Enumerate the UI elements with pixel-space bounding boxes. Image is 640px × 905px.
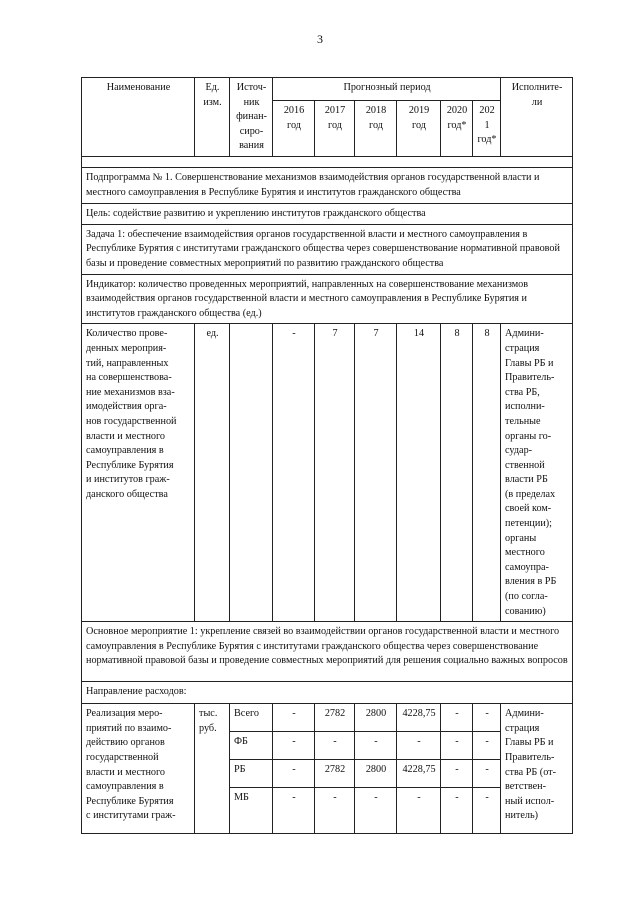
year-2017: 2017 год [315,101,355,157]
expense-cell: - [355,788,397,834]
header-period: Прогнозный период [273,78,501,101]
indicator-executor: Админи- страция Главы РБ и Правитель- ства РБ, исполни- тельные органы го- судар- ственной власти РБ (в пределах своей ком- петенции); органы местного самоупра- вления в РБ (по согла- сованию) [501,324,573,622]
expense-cell: - [315,732,355,760]
year-2018: 2018 год [355,101,397,157]
year-2019: 2019 год [397,101,441,157]
year-2016: 2016 год [273,101,315,157]
year-2020: 2020 год* [441,101,473,157]
subprogram-row: Подпрограмма № 1. Совершенствование механизмов взаимодействия органов государственной власти и местного самоуправления в Республике Бурятия и институтов гражданского общества [82,167,573,203]
expense-cell: - [441,732,473,760]
expense-cell: - [273,704,315,732]
expense-cell: - [273,760,315,788]
indicator-source [230,324,273,622]
expense-source-mb: МБ [230,788,273,834]
expense-cell: 4228,75 [397,760,441,788]
expense-cell: - [315,788,355,834]
expenses-label-row: Направление расходов: [82,682,573,704]
indicator-value-2016: - [273,324,315,622]
expense-source-rb: РБ [230,760,273,788]
year-2021: 2021 год* [473,101,501,157]
indicator-data-row [82,324,573,622]
expense-cell: - [473,760,501,788]
expense-cell: 2800 [355,760,397,788]
header-name: Наименование [82,78,195,157]
expense-cell: - [473,704,501,732]
expense-cell: - [441,788,473,834]
expense-name: Реализация меро- приятий по взаимо- действию органов государственной власти и местного самоуправления в Республике Бурятия с институтами граж- [82,704,195,834]
expense-cell: - [397,732,441,760]
expense-source-fb: ФБ [230,732,273,760]
expense-cell: - [355,732,397,760]
header-row [82,78,573,101]
expense-cell: 4228,75 [397,704,441,732]
indicator-value-2020: 8 [441,324,473,622]
main-event-row: Основное мероприятие 1: укрепление связей во взаимодействии органов государственной власти и местного самоуправления в Республике Бурятия с институтами гражданского общества через совершенствование нормативной правовой базы и проведение совместных мероприятий для решения социально важных вопросов [82,622,573,682]
expense-cell: - [441,704,473,732]
header-source: Источ- ник финан- сиро- вания [230,78,273,157]
expense-executor: Админи- страция Главы РБ и Правитель- ства РБ (от- ветствен- ный испол- нитель) [501,704,573,834]
expense-cell: - [273,732,315,760]
expense-cell: 2782 [315,704,355,732]
expense-cell: - [273,788,315,834]
spacer-row [82,156,573,167]
forecast-table [81,77,573,834]
indicator-value-2018: 7 [355,324,397,622]
expense-source-total: Всего [230,704,273,732]
expense-row-total [82,704,573,732]
indicator-unit: ед. [195,324,230,622]
indicator-value-2017: 7 [315,324,355,622]
expense-cell: - [473,732,501,760]
expense-cell: - [473,788,501,834]
expense-cell: - [441,760,473,788]
expense-cell: 2800 [355,704,397,732]
goal-row: Цель: содействие развитию и укреплению институтов гражданского общества [82,203,573,224]
expense-cell: - [397,788,441,834]
indicator-name: Количество прове- денных мероприя- тий, направленных на совершенствова- ние механизмов вза- имодействия орга- нов государственной власти и местного самоуправления в Республике Бурятия и институтов граж- данского общества [82,324,195,622]
header-executors: Исполните- ли [501,78,573,157]
page-number: 3 [317,32,323,46]
task-row: Задача 1: обеспечение взаимодействия органов государственной власти и местного самоуправления в Республике Бурятия с институтами гражданского общества через совершенствование нормативной правовой базы и проведение совместных мероприятий по развитию гражданского общества [82,224,573,274]
indicator-row: Индикатор: количество проведенных мероприятий, направленных на совершенствование механизмов взаимодействия органов государственной власти и местного самоуправления в Республике Бурятия и институтов гражданского общества (ед.) [82,274,573,324]
expense-unit: тыс. руб. [195,704,230,834]
indicator-value-2021: 8 [473,324,501,622]
header-unit: Ед. изм. [195,78,230,157]
expense-cell: 2782 [315,760,355,788]
indicator-value-2019: 14 [397,324,441,622]
